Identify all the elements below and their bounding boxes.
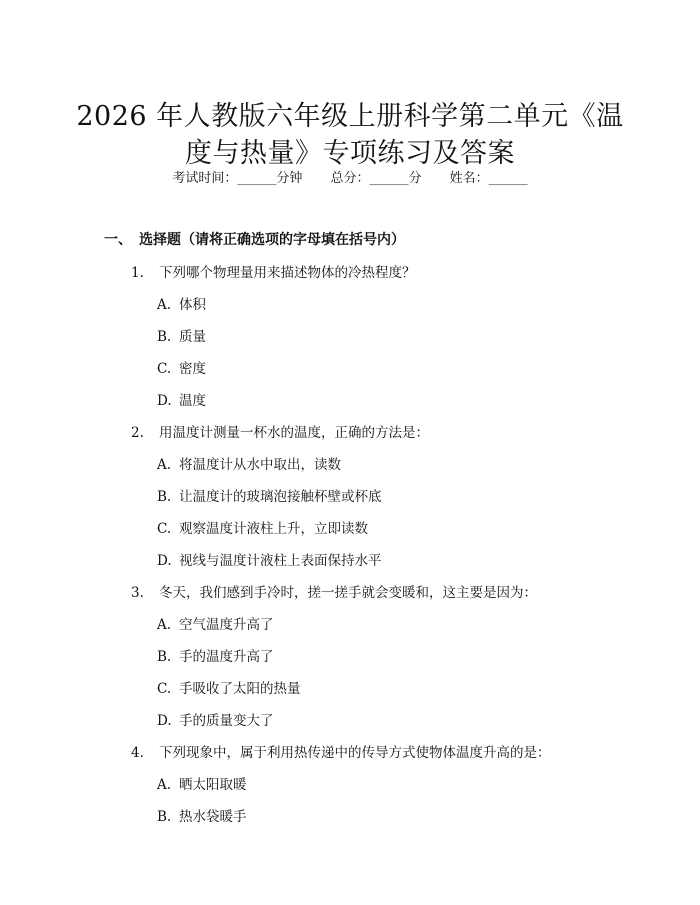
question-1-option-d xyxy=(157,389,206,409)
question-text: 用温度计测量一杯水的温度，正确的方法是： xyxy=(159,425,429,441)
title-line-1: 2026 年人教版六年级上册科学第二单元《温 xyxy=(76,101,624,133)
option-text: 手吸收了太阳的热量 xyxy=(179,681,301,697)
question-1 xyxy=(131,261,416,281)
title-line-2: 度与热量》专项练习及答案 xyxy=(185,138,515,170)
option-text: 视线与温度计液柱上表面保持水平 xyxy=(179,553,382,569)
section-heading xyxy=(104,229,405,249)
question-2-option-c xyxy=(157,517,368,537)
question-3-option-c xyxy=(157,677,301,697)
question-number: 2. xyxy=(131,425,144,441)
option-text: 温度 xyxy=(179,393,206,409)
student-name-field: 姓名：______ xyxy=(449,171,528,186)
question-number: 1. xyxy=(131,265,144,281)
option-letter: B. xyxy=(157,329,172,345)
option-text: 体积 xyxy=(179,297,206,313)
option-letter: C. xyxy=(157,361,172,377)
option-letter: B. xyxy=(157,489,172,505)
option-letter: C. xyxy=(157,681,172,697)
question-3-option-d xyxy=(157,709,274,729)
document-title xyxy=(60,98,640,172)
option-text: 让温度计的玻璃泡接触杯壁或杯底 xyxy=(179,489,382,505)
option-letter: C. xyxy=(157,521,172,537)
option-letter: D. xyxy=(157,393,172,409)
question-number: 3. xyxy=(131,585,144,601)
option-text: 手的质量变大了 xyxy=(179,713,274,729)
question-1-option-c xyxy=(157,357,206,377)
question-3-option-a xyxy=(157,613,274,633)
option-text: 密度 xyxy=(179,361,206,377)
section-title: 选择题（请将正确选项的字母填在括号内） xyxy=(139,232,405,248)
option-letter: B. xyxy=(157,649,172,665)
question-4-option-b xyxy=(157,805,247,825)
question-2-option-b xyxy=(157,485,382,505)
question-2-option-d xyxy=(157,549,382,569)
section-number: 一、 xyxy=(104,232,132,248)
exam-info-row xyxy=(0,167,700,186)
question-1-option-a xyxy=(157,293,206,313)
option-letter: A. xyxy=(157,777,172,793)
option-letter: D. xyxy=(157,713,172,729)
option-letter: A. xyxy=(157,457,172,473)
question-text: 下列哪个物理量用来描述物体的冷热程度？ xyxy=(159,265,416,281)
question-3 xyxy=(131,581,537,601)
question-2 xyxy=(131,421,429,441)
question-text: 冬天，我们感到手冷时，搓一搓手就会变暖和，这主要是因为： xyxy=(159,585,537,601)
option-letter: A. xyxy=(157,297,172,313)
option-text: 空气温度升高了 xyxy=(179,617,274,633)
total-score-field: 总分：______分 xyxy=(330,171,422,186)
option-letter: D. xyxy=(157,553,172,569)
option-text: 热水袋暖手 xyxy=(179,809,247,825)
question-3-option-b xyxy=(157,645,274,665)
question-2-option-a xyxy=(157,453,341,473)
exam-time-field: 考试时间：______分钟 xyxy=(172,171,303,186)
option-text: 质量 xyxy=(179,329,206,345)
question-text: 下列现象中，属于利用热传递中的传导方式使物体温度升高的是： xyxy=(159,745,551,761)
option-letter: A. xyxy=(157,617,172,633)
option-text: 手的温度升高了 xyxy=(179,649,274,665)
option-text: 晒太阳取暖 xyxy=(179,777,247,793)
question-4 xyxy=(131,741,551,761)
option-text: 观察温度计液柱上升，立即读数 xyxy=(179,521,368,537)
question-1-option-b xyxy=(157,325,206,345)
option-letter: B. xyxy=(157,809,172,825)
question-number: 4. xyxy=(131,745,144,761)
option-text: 将温度计从水中取出，读数 xyxy=(179,457,341,473)
question-4-option-a xyxy=(157,773,247,793)
